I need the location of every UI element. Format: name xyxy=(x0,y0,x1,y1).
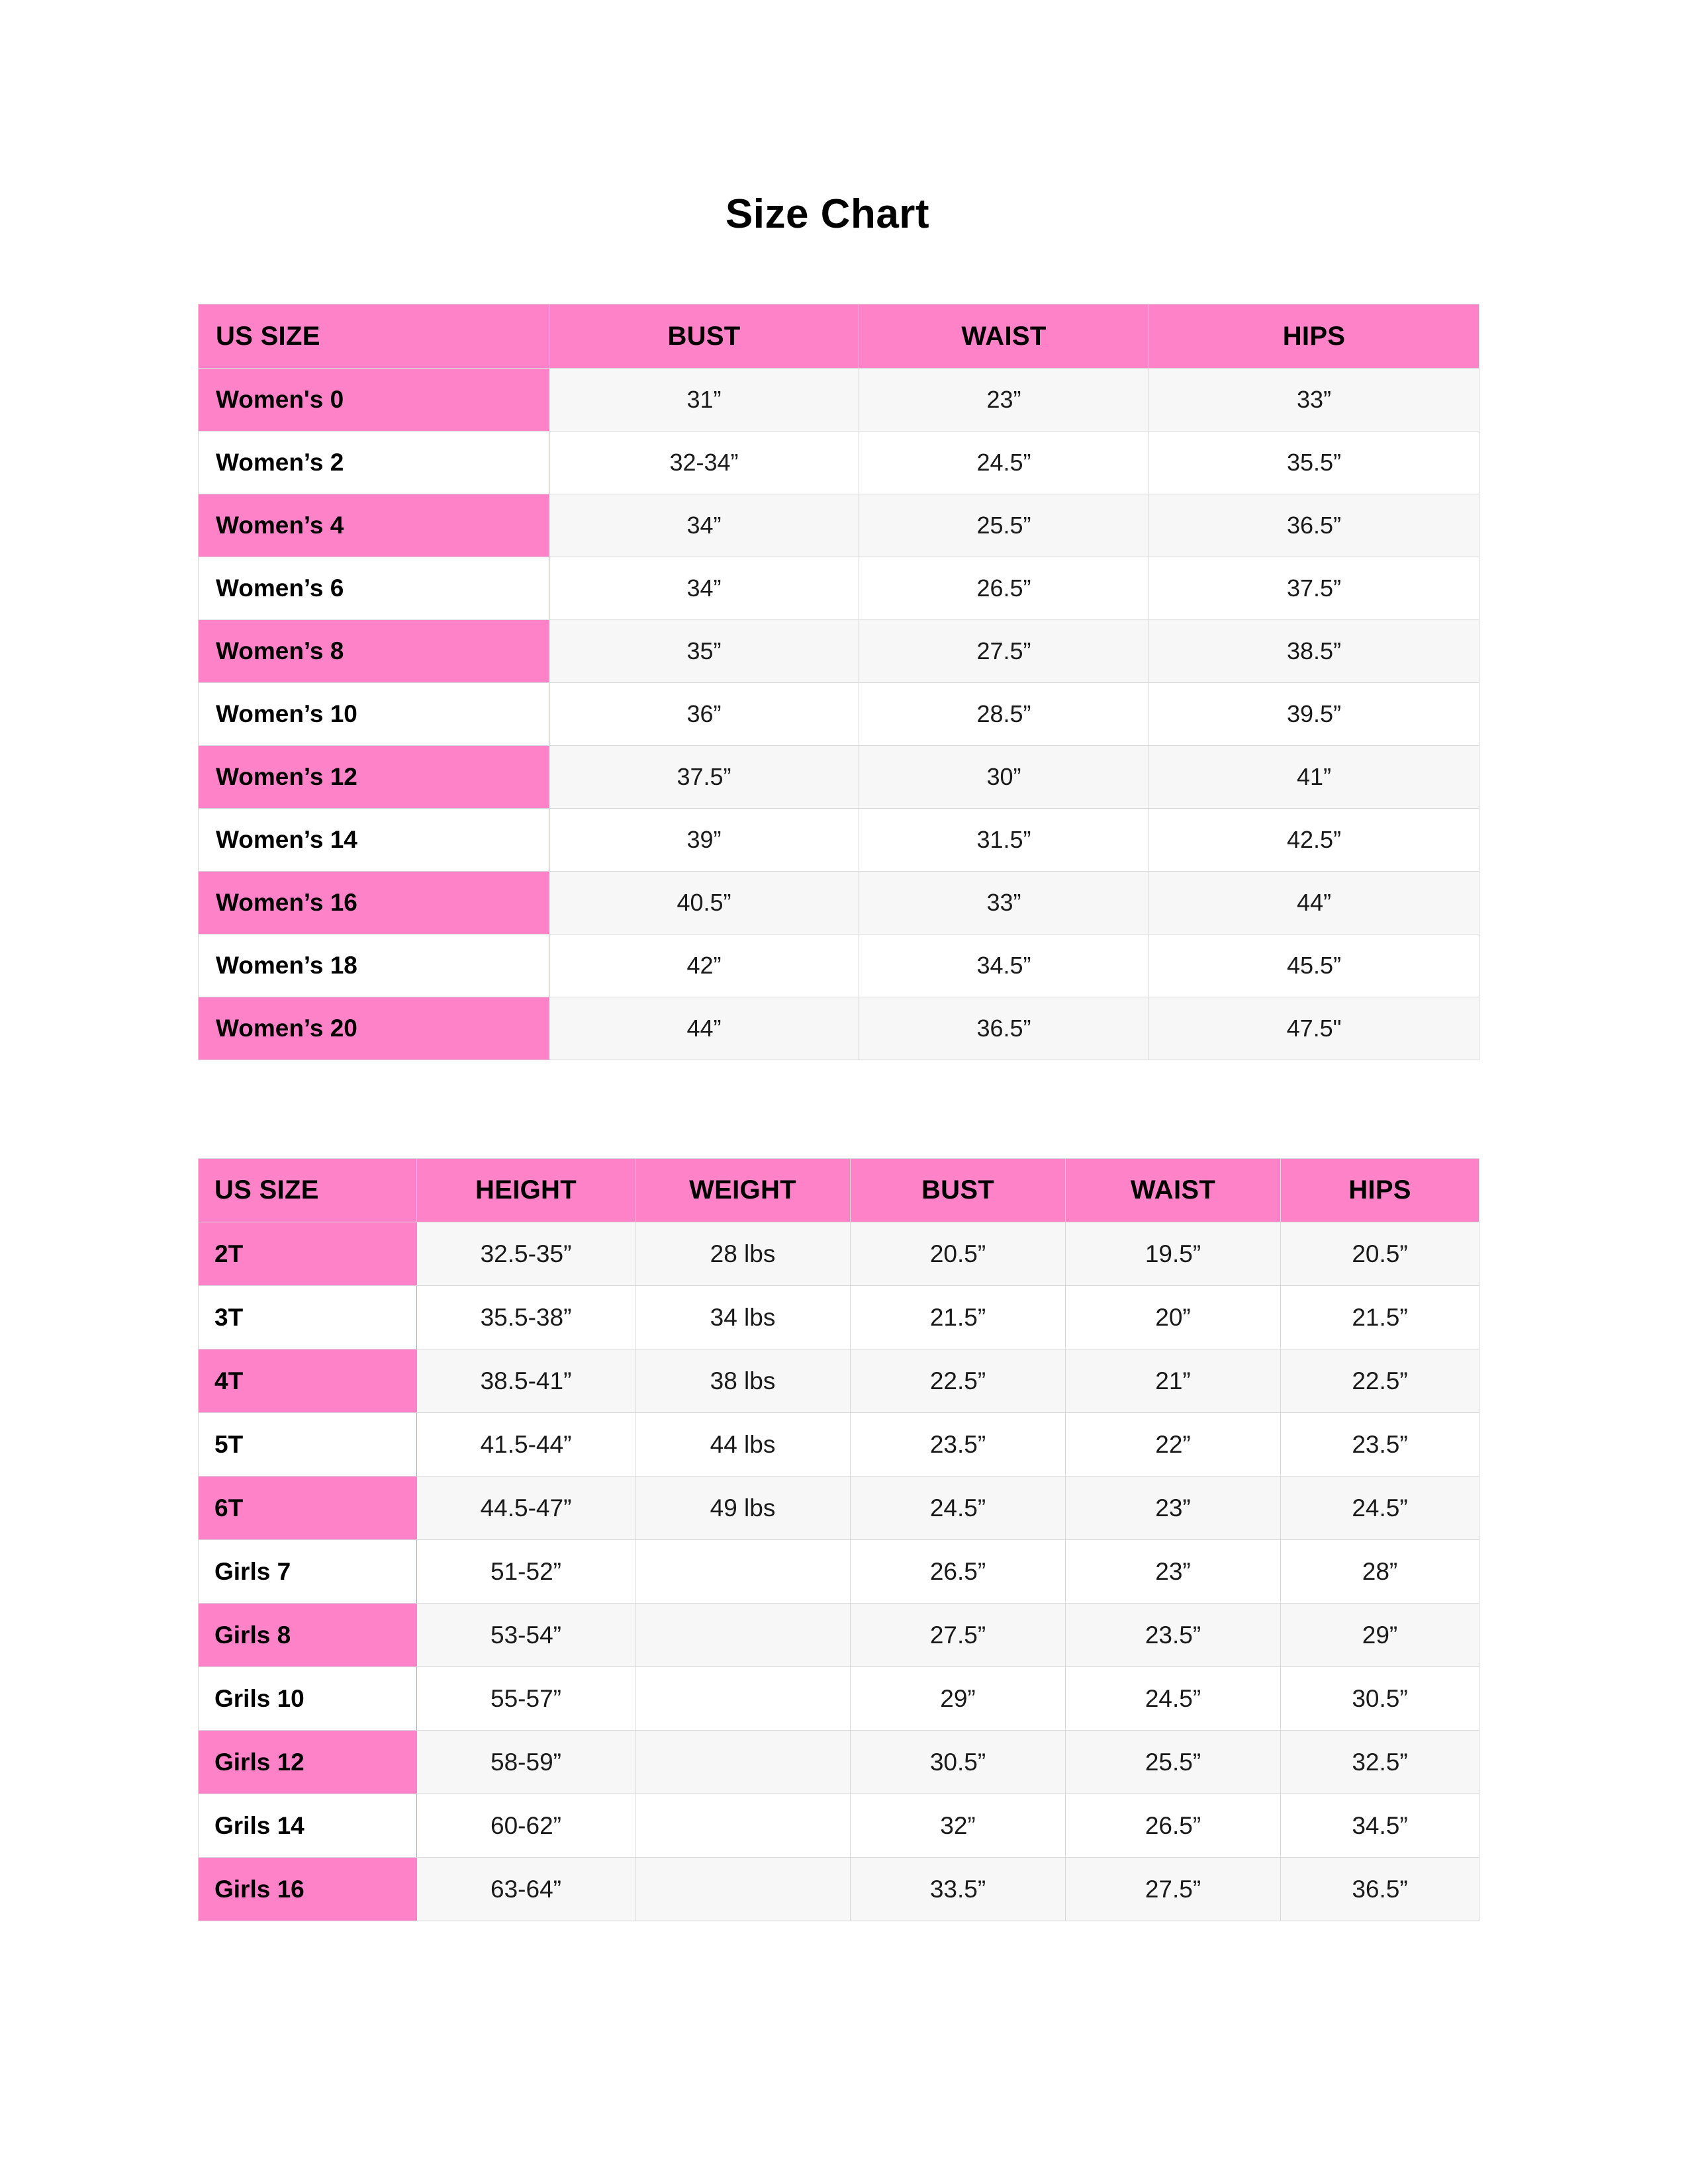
table-cell: 23” xyxy=(1066,1477,1281,1540)
row-label-cell: Women’s 2 xyxy=(199,432,549,494)
table-cell: 30.5” xyxy=(851,1731,1066,1794)
kids-table-body xyxy=(199,1222,1479,1921)
table-cell: 42” xyxy=(549,934,859,997)
table-cell: 44 lbs xyxy=(635,1413,851,1477)
table-cell: 30.5” xyxy=(1281,1667,1479,1731)
table-cell: 38.5-41” xyxy=(417,1349,635,1413)
column-header-bust: BUST xyxy=(549,304,859,369)
table-cell: 23.5” xyxy=(1281,1413,1479,1477)
table-row xyxy=(199,494,1479,557)
table-row xyxy=(199,1540,1479,1604)
row-label-cell: 6T xyxy=(199,1477,417,1540)
table-cell: 34.5” xyxy=(859,934,1149,997)
table-cell: 32.5-35” xyxy=(417,1222,635,1286)
table-row xyxy=(199,557,1479,620)
table-cell: 58-59” xyxy=(417,1731,635,1794)
table-cell: 45.5” xyxy=(1149,934,1479,997)
table-cell: 25.5” xyxy=(859,494,1149,557)
womens-size-table xyxy=(198,304,1479,1060)
row-label-cell: 2T xyxy=(199,1222,417,1286)
table-cell: 24.5” xyxy=(1066,1667,1281,1731)
womens-table-body xyxy=(199,369,1479,1060)
table-header-row xyxy=(199,1159,1479,1222)
column-header-weight: WEIGHT xyxy=(635,1159,851,1222)
table-cell: 25.5” xyxy=(1066,1731,1281,1794)
table-cell: 23.5” xyxy=(851,1413,1066,1477)
table-cell: 30” xyxy=(859,746,1149,809)
table-cell: 36” xyxy=(549,683,859,746)
table-cell: 35” xyxy=(549,620,859,683)
table-cell: 32-34” xyxy=(549,432,859,494)
table-cell: 28 lbs xyxy=(635,1222,851,1286)
table-cell: 36.5” xyxy=(859,997,1149,1060)
row-label-cell: Women’s 6 xyxy=(199,557,549,620)
table-cell: 44” xyxy=(1149,872,1479,934)
table-cell: 21.5” xyxy=(1281,1286,1479,1349)
table-cell: 47.5" xyxy=(1149,997,1479,1060)
table-cell: 34 lbs xyxy=(635,1286,851,1349)
table-cell: 60-62” xyxy=(417,1794,635,1858)
table-cell: 29” xyxy=(851,1667,1066,1731)
table-row xyxy=(199,1222,1479,1286)
womens-size-table-container xyxy=(198,304,1479,1060)
table-cell: 26.5” xyxy=(1066,1794,1281,1858)
table-cell: 35.5-38” xyxy=(417,1286,635,1349)
table-cell: 36.5” xyxy=(1149,494,1479,557)
table-cell: 44.5-47” xyxy=(417,1477,635,1540)
table-cell: 23” xyxy=(1066,1540,1281,1604)
table-cell: 27.5” xyxy=(1066,1858,1281,1921)
table-cell: 20.5” xyxy=(1281,1222,1479,1286)
table-cell: 26.5” xyxy=(851,1540,1066,1604)
table-cell: 38.5” xyxy=(1149,620,1479,683)
table-row xyxy=(199,1349,1479,1413)
table-cell: 27.5” xyxy=(851,1604,1066,1667)
row-label-cell: 3T xyxy=(199,1286,417,1349)
column-header-us-size: US SIZE xyxy=(199,304,549,369)
kids-size-table-container xyxy=(198,1158,1479,1921)
column-header-height: HEIGHT xyxy=(417,1159,635,1222)
table-cell: 34” xyxy=(549,494,859,557)
table-cell xyxy=(635,1667,851,1731)
table-cell: 55-57” xyxy=(417,1667,635,1731)
table-cell: 28” xyxy=(1281,1540,1479,1604)
row-label-cell: Girls 16 xyxy=(199,1858,417,1921)
row-label-cell: Girls 8 xyxy=(199,1604,417,1667)
table-row xyxy=(199,934,1479,997)
table-row xyxy=(199,1794,1479,1858)
row-label-cell: 4T xyxy=(199,1349,417,1413)
table-cell xyxy=(635,1794,851,1858)
table-row xyxy=(199,809,1479,872)
column-header-us-size: US SIZE xyxy=(199,1159,417,1222)
table-row xyxy=(199,1604,1479,1667)
column-header-hips: HIPS xyxy=(1149,304,1479,369)
table-cell: 21” xyxy=(1066,1349,1281,1413)
table-cell: 41” xyxy=(1149,746,1479,809)
table-cell: 32” xyxy=(851,1794,1066,1858)
table-cell: 53-54” xyxy=(417,1604,635,1667)
table-cell: 33” xyxy=(1149,369,1479,432)
table-cell: 44” xyxy=(549,997,859,1060)
row-label-cell: Women’s 20 xyxy=(199,997,549,1060)
table-cell xyxy=(635,1858,851,1921)
table-cell: 34.5” xyxy=(1281,1794,1479,1858)
row-label-cell: Women’s 18 xyxy=(199,934,549,997)
table-row xyxy=(199,997,1479,1060)
table-row xyxy=(199,1286,1479,1349)
table-cell: 23.5” xyxy=(1066,1604,1281,1667)
row-label-cell: Women's 0 xyxy=(199,369,549,432)
table-cell: 23” xyxy=(859,369,1149,432)
table-cell: 39.5” xyxy=(1149,683,1479,746)
table-cell: 39” xyxy=(549,809,859,872)
table-cell: 22.5” xyxy=(1281,1349,1479,1413)
row-label-cell: Women’s 4 xyxy=(199,494,549,557)
table-row xyxy=(199,683,1479,746)
table-row xyxy=(199,1477,1479,1540)
table-cell: 22” xyxy=(1066,1413,1281,1477)
table-cell: 49 lbs xyxy=(635,1477,851,1540)
table-cell: 33.5” xyxy=(851,1858,1066,1921)
table-row xyxy=(199,1413,1479,1477)
row-label-cell: Girls 7 xyxy=(199,1540,417,1604)
table-row xyxy=(199,1667,1479,1731)
table-cell: 27.5” xyxy=(859,620,1149,683)
table-cell: 42.5” xyxy=(1149,809,1479,872)
table-cell: 26.5” xyxy=(859,557,1149,620)
table-cell: 24.5” xyxy=(1281,1477,1479,1540)
table-cell: 37.5” xyxy=(549,746,859,809)
table-row xyxy=(199,746,1479,809)
table-cell: 24.5” xyxy=(851,1477,1066,1540)
table-cell xyxy=(635,1731,851,1794)
row-label-cell: Grils 10 xyxy=(199,1667,417,1731)
table-cell: 40.5” xyxy=(549,872,859,934)
row-label-cell: Women’s 14 xyxy=(199,809,549,872)
table-cell: 51-52” xyxy=(417,1540,635,1604)
table-cell: 41.5-44” xyxy=(417,1413,635,1477)
table-cell: 36.5” xyxy=(1281,1858,1479,1921)
table-cell: 21.5” xyxy=(851,1286,1066,1349)
table-header-row xyxy=(199,304,1479,369)
page-title: Size Chart xyxy=(725,191,930,237)
column-header-waist: WAIST xyxy=(1066,1159,1281,1222)
table-cell xyxy=(635,1540,851,1604)
row-label-cell: Girls 12 xyxy=(199,1731,417,1794)
row-label-cell: 5T xyxy=(199,1413,417,1477)
column-header-hips: HIPS xyxy=(1281,1159,1479,1222)
womens-table-head xyxy=(199,304,1479,369)
row-label-cell: Women’s 12 xyxy=(199,746,549,809)
table-cell: 37.5” xyxy=(1149,557,1479,620)
table-cell: 20” xyxy=(1066,1286,1281,1349)
row-label-cell: Women’s 8 xyxy=(199,620,549,683)
row-label-cell: Women’s 10 xyxy=(199,683,549,746)
column-header-waist: WAIST xyxy=(859,304,1149,369)
table-cell: 29” xyxy=(1281,1604,1479,1667)
table-row xyxy=(199,432,1479,494)
table-cell: 35.5” xyxy=(1149,432,1479,494)
table-row xyxy=(199,1731,1479,1794)
row-label-cell: Women’s 16 xyxy=(199,872,549,934)
table-cell: 22.5” xyxy=(851,1349,1066,1413)
column-header-bust: BUST xyxy=(851,1159,1066,1222)
row-label-cell: Grils 14 xyxy=(199,1794,417,1858)
table-row xyxy=(199,369,1479,432)
table-cell: 24.5” xyxy=(859,432,1149,494)
table-cell: 32.5” xyxy=(1281,1731,1479,1794)
table-cell: 28.5” xyxy=(859,683,1149,746)
table-cell: 20.5” xyxy=(851,1222,1066,1286)
table-row xyxy=(199,620,1479,683)
table-cell: 31” xyxy=(549,369,859,432)
kids-size-table xyxy=(198,1158,1479,1921)
table-cell: 33” xyxy=(859,872,1149,934)
kids-table-head xyxy=(199,1159,1479,1222)
table-cell: 34” xyxy=(549,557,859,620)
table-cell: 19.5” xyxy=(1066,1222,1281,1286)
table-cell: 63-64” xyxy=(417,1858,635,1921)
table-row xyxy=(199,872,1479,934)
table-cell xyxy=(635,1604,851,1667)
table-cell: 38 lbs xyxy=(635,1349,851,1413)
table-row xyxy=(199,1858,1479,1921)
table-cell: 31.5” xyxy=(859,809,1149,872)
